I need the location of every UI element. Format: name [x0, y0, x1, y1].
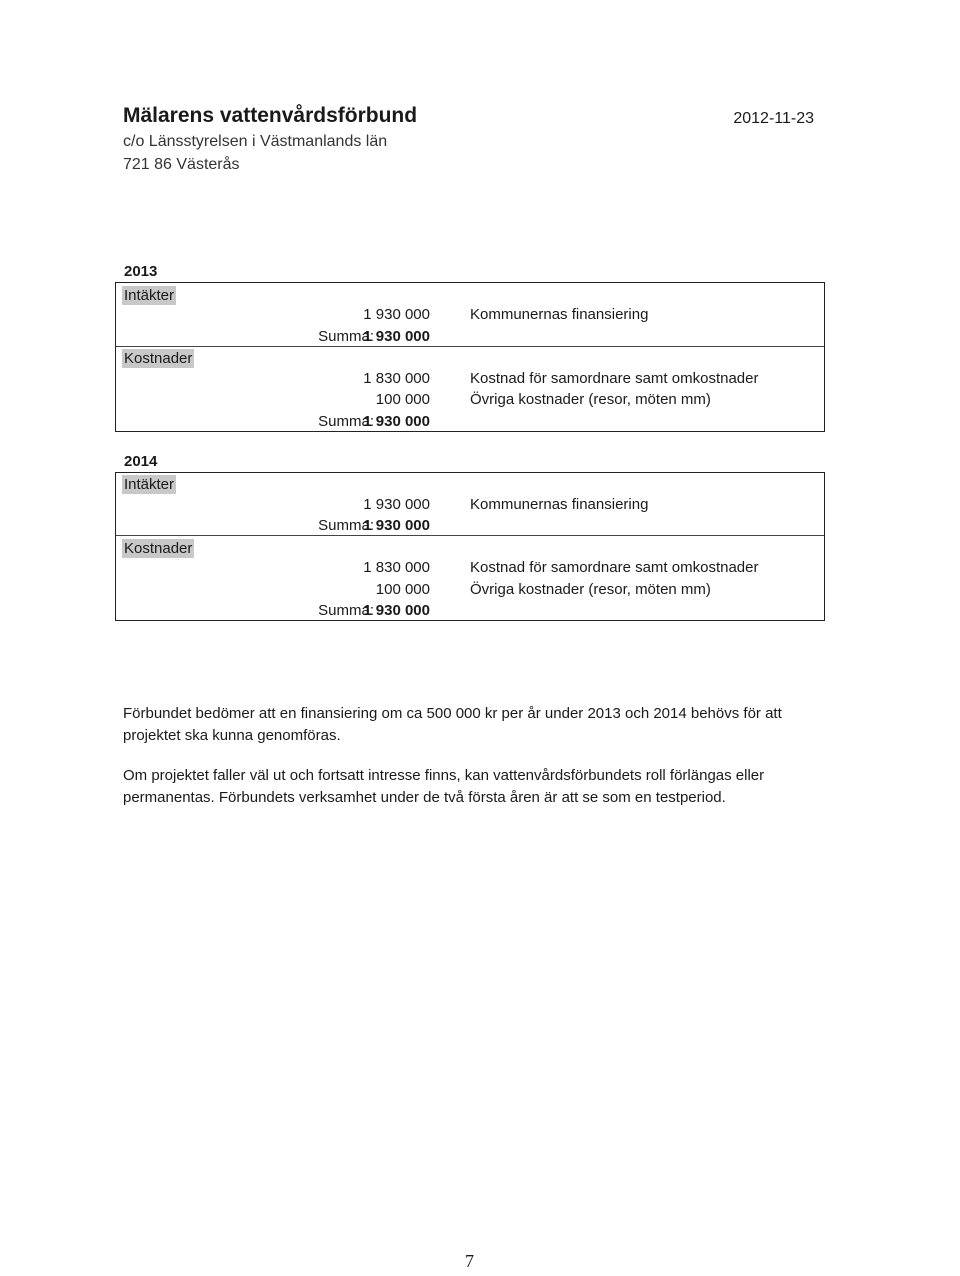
organization-name: Mälarens vattenvårdsförbund [123, 104, 418, 127]
cost-2-description: Övriga kostnader (resor, möten mm) [470, 581, 711, 598]
section-divider [116, 346, 824, 347]
cost-sum-label: Summa: [318, 602, 374, 619]
address-line-2: 721 86 Västerås [123, 156, 240, 173]
income-sum-label: Summa: [318, 328, 374, 345]
income-sum-label: Summa: [318, 517, 374, 534]
costs-section-label: Kostnader [124, 350, 193, 367]
income-amount: 1 930 000 [363, 496, 430, 513]
income-description: Kommunernas finansiering [470, 496, 649, 513]
funding-paragraph: Förbundet bedömer att en finansiering om ca 500 000 kr per år under 2013 och 2014 behövs för att projektet ska kunna genomföras. [123, 705, 782, 744]
cost-sum: 1 930 000 [363, 602, 430, 619]
income-description: Kommunernas finansiering [470, 306, 649, 323]
cost-2-amount: 100 000 [375, 581, 430, 598]
cost-1-amount: 1 830 000 [363, 559, 430, 576]
cost-1-description: Kostnad för samordnare samt omkostnader [470, 559, 759, 576]
cost-sum: 1 930 000 [363, 413, 430, 430]
costs-section-label: Kostnader [124, 540, 193, 557]
outlook-paragraph: Om projektet faller väl ut och fortsatt intresse finns, kan vattenvårdsförbundets roll förlängas eller permanentas. Förbundets verksamhet under de två första åren är att se som en testperiod. [123, 767, 765, 806]
cost-2-amount: 100 000 [375, 391, 430, 408]
cost-2-description: Övriga kostnader (resor, möten mm) [470, 391, 711, 408]
income-section-label: Intäkter [124, 476, 175, 493]
section-divider [116, 535, 824, 536]
year-2014-heading: 2014 [124, 453, 158, 470]
budget-table-2013 [115, 282, 825, 432]
income-sum: 1 930 000 [363, 328, 430, 345]
document-date: 2012-11-23 [733, 110, 814, 127]
cost-1-amount: 1 830 000 [363, 370, 430, 387]
page-number: 7 [465, 1251, 474, 1271]
year-2013-heading: 2013 [124, 263, 158, 280]
income-sum: 1 930 000 [363, 517, 430, 534]
income-section-label: Intäkter [124, 287, 175, 304]
address-line-1: c/o Länsstyrelsen i Västmanlands län [123, 133, 388, 150]
cost-sum-label: Summa: [318, 413, 374, 430]
cost-1-description: Kostnad för samordnare samt omkostnader [470, 370, 759, 387]
budget-table-2014 [115, 472, 825, 621]
income-amount: 1 930 000 [363, 306, 430, 323]
